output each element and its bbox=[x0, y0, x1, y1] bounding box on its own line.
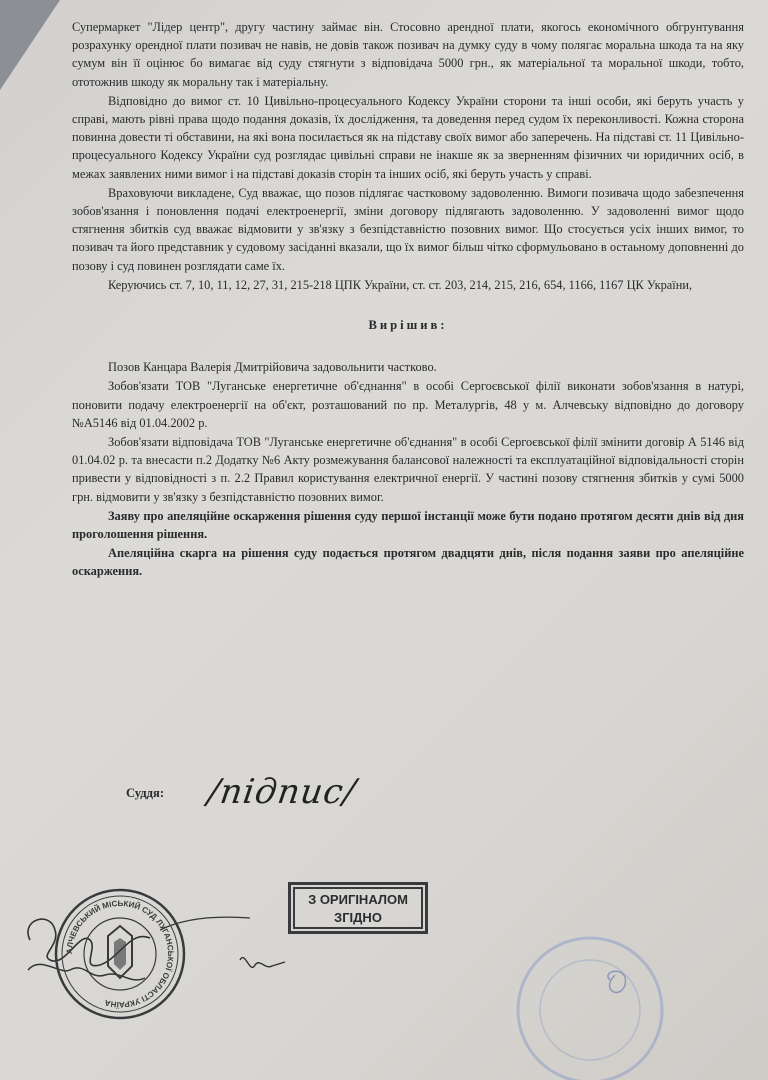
page-corner-shadow bbox=[0, 0, 60, 90]
decision-4: Заяву про апеляційне оскарження рішення суду першої інстанції може бути подано протягом десяти днів від дня проголошення рішення. bbox=[72, 508, 744, 542]
judge-signature-block bbox=[126, 772, 426, 820]
paragraph-3: Враховуючи викладене, Суд вважає, що позов підлягає частковому задоволенню. Вимоги позивача щодо забезпечення зобов'язання і поновлення подачі електроенергії, зміни договору підлягають задоволенню. У задоволенні вимог щодо стягнення збитків суд вважає відмовити у зв'язку з безпідставністю позовних вимог. Що стосується усіх інших вимог, то позивач та його представник у судовому засіданні вказали, що їх вимог більш чітко сформульовано в остаьному доповненні до позову і суд повинен розглядати саме їх. bbox=[72, 185, 744, 273]
court-seal bbox=[52, 886, 188, 1022]
decision-5: Апеляційна скарга на рішення суду подається протягом двадцяти днів, після подання заяви про апеляційне оскарження. bbox=[72, 546, 744, 579]
seal-text: АЛЧЕВСЬКИЙ МІСЬКИЙ СУД ЛУГАНСЬКОЇ ОБЛАСТІ УКРАЇНА bbox=[64, 898, 176, 1010]
paragraph-4: Керуючись ст. 7, 10, 11, 12, 27, 31, 215-218 ЦПК України, ст. ст. 203, 214, 215, 216, 654, 1166, 1167 ЦК України, bbox=[108, 277, 693, 292]
document-body bbox=[72, 18, 744, 582]
stamp-line-2: ЗГІДНО bbox=[334, 910, 382, 925]
paragraph-2: Відповідно до вимог ст. 10 Цивільно-процесуального Кодексу України сторони та інші особи, які беруть участь у справі, мають рівні права щодо подання доказів, їх дослідження, та доведення перед судом їх переконливості. Кожна сторона повинна довести ті обставини, на які вона посилається як на підставу своїх вимог або заперечень. На підставі ст. 11 Цивільно-процесуального Кодексу України суд розглядає цивільні справи не інакше як за зверненням фізичних чи юридичних осіб, в межах заявлених ними вимог і на підставі доказів сторін та інших осіб, які беруть участь у справі. bbox=[72, 93, 744, 181]
decision-1: Позов Канцара Валерія Дмитрійовича задовольнити частково. bbox=[108, 360, 437, 375]
paragraph-1: Супермаркет "Лідер центр", другу частину займає він. Стосовно арендної плати, якогось економічного обгрунтування розрахунку орендної плати позивач не навів, не довів також позивач на думку суду в чому полягає моральна шкода та на яку сумум він її оцінює бо вимагає від суду стягнути з відповідача 5000 грн., як матеріальної та моральної шкоди, тобто, ототожнив шкоду як моральну так і матеріальну. bbox=[72, 20, 744, 89]
decision-heading: Вирішив: bbox=[368, 318, 448, 333]
signature-text: /підпис/ bbox=[205, 772, 359, 812]
decision-2: Зобов'язати ТОВ "Луганське енергетичне об'єднання" в особі Сергоєвської філії виконати зобов'язання в натурі, поновити подачу електроенергії на об'єкт, розташований по пр. Металургів, 48 у м. Алчевську відповідно до договору №А5146 від 01.04.2002 р. bbox=[72, 379, 744, 430]
stamp-line-1: З ОРИГІНАЛОМ bbox=[308, 892, 408, 907]
decision-3: Зобов'язати відповідача ТОВ "Луганське енергетичне об'єднання" в особі Сергоєвської філії змінити договір А 5146 від 01.04.02 р. та внесасти п.2 Додатку №6 Акту розмежування балансової належності та експлуатаційної відповідальності сторін привести у відповідності з п. 2.2 Правил користування електричної енергії. У частині позову стягнення збитків у сумі 5000 грн. відмовити у зв'язку з безпідставністю позовних вимог. bbox=[72, 435, 744, 504]
blue-stamp-seal bbox=[500, 930, 670, 1080]
judge-label: Суддя: bbox=[126, 786, 165, 800]
